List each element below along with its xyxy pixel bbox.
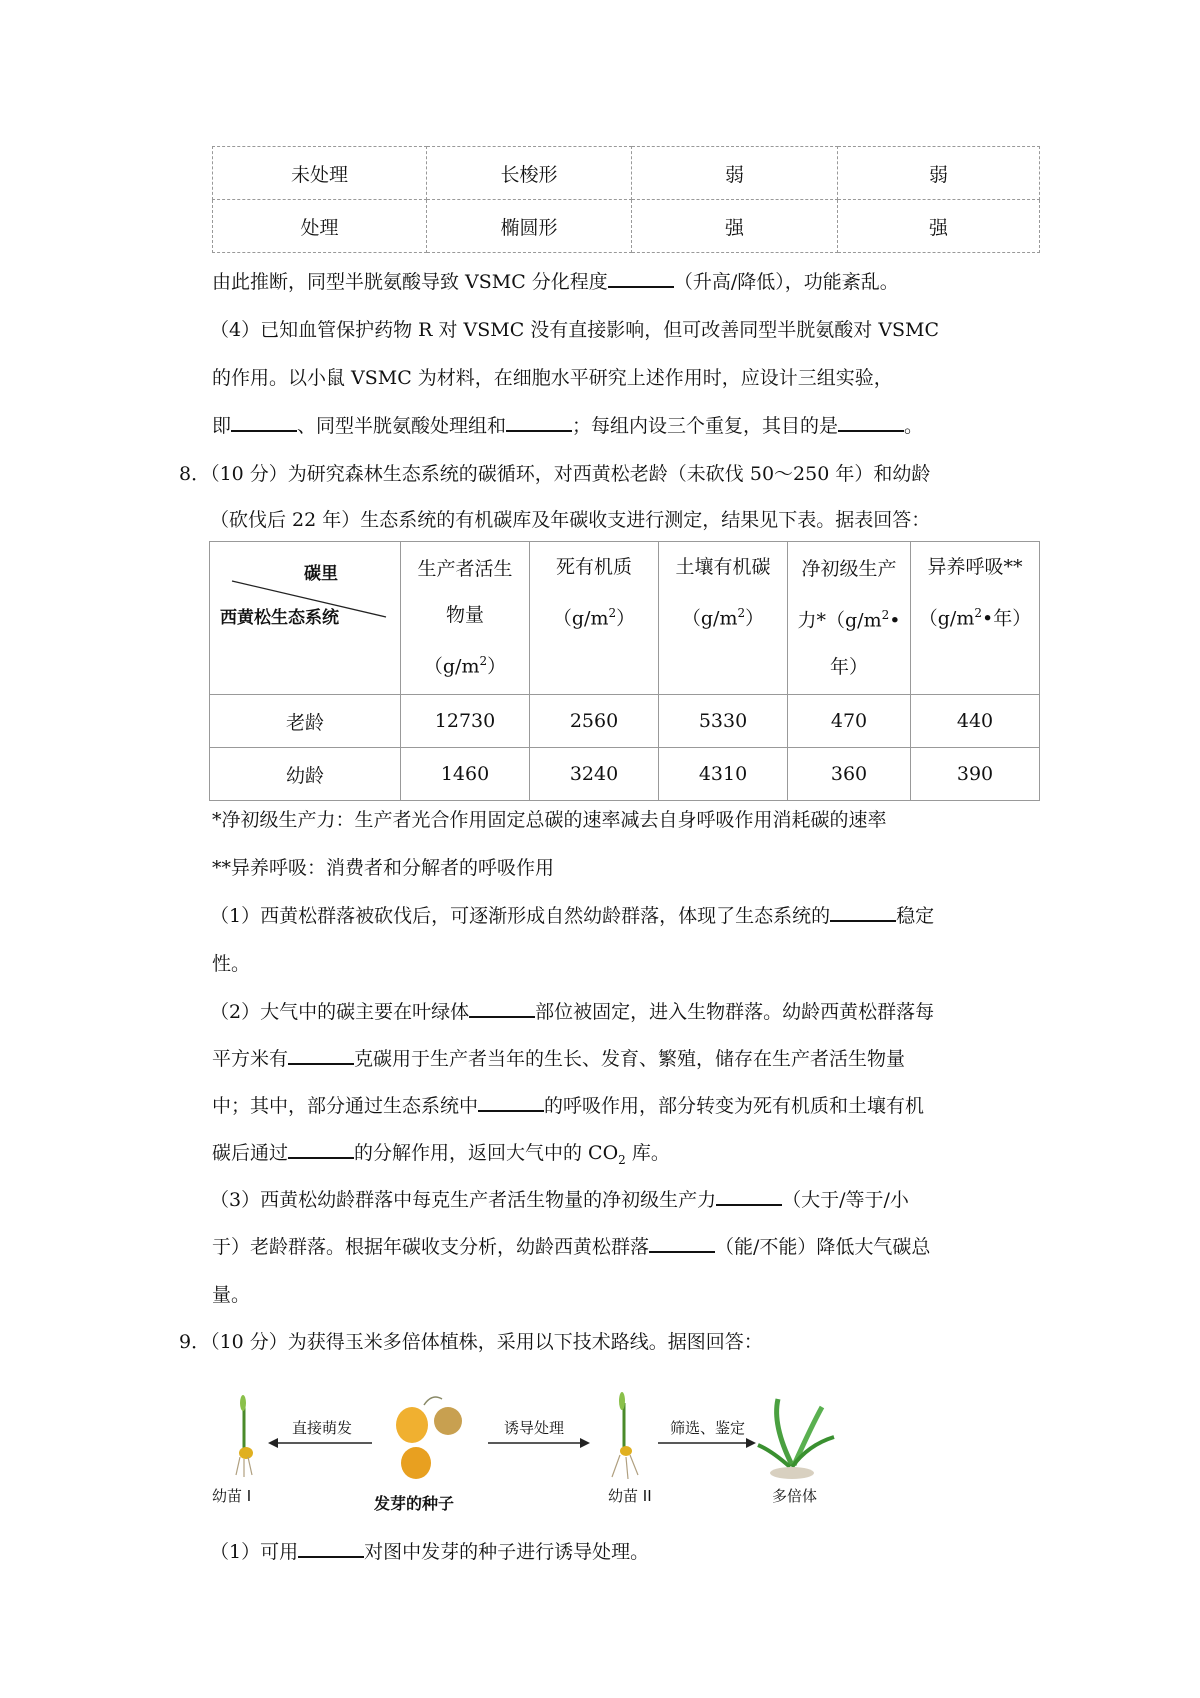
superscript: 2 (881, 608, 890, 623)
header-text: 物量 (445, 604, 484, 627)
text: ；每组内设三个重复，其目的是 (572, 415, 839, 437)
column-header (530, 542, 659, 695)
column-dimension-label: 碳里 (304, 564, 338, 584)
arrow-direct-germination (268, 1438, 372, 1448)
text: （2）大气中的碳主要在叶绿体 (210, 1001, 470, 1023)
question-8-2-line-4 (212, 1141, 1042, 1172)
answer-blank[interactable] (298, 1540, 364, 1558)
question-4-line-1 (210, 318, 1045, 342)
table-cell: 老龄 (210, 695, 401, 748)
table-cell: 390 (911, 748, 1040, 801)
inference-line (212, 270, 1042, 294)
question-8-1-cont (212, 952, 1042, 976)
text: 、同型半胱氨酸处理组和 (297, 415, 507, 437)
question-8-2-line-2 (212, 1047, 1042, 1071)
column-header (911, 542, 1040, 695)
table-row (210, 695, 1040, 748)
text: （大于/等于/小 (782, 1189, 909, 1211)
text: 平方米有 (212, 1048, 289, 1070)
text: （1）可用 (210, 1541, 299, 1563)
superscript: 2 (608, 606, 617, 620)
answer-blank[interactable] (288, 1047, 354, 1065)
header-text: ） (487, 655, 507, 678)
table-row (213, 200, 1040, 253)
header-text: • (889, 609, 901, 632)
text: 的作用。以小鼠 VSMC 为材料，在细胞水平研究上述作用时，应设计三组实验， (212, 367, 893, 389)
header-text: ） (745, 607, 765, 630)
answer-blank[interactable] (478, 1094, 544, 1112)
table-cell: 360 (788, 748, 911, 801)
header-text: 年） (829, 655, 868, 678)
table-cell: 强 (838, 200, 1040, 253)
question-4-line-3 (212, 414, 1042, 438)
polyploid-label: 多倍体 (772, 1487, 818, 1505)
question-number: 9． (179, 1331, 211, 1353)
table-cell: 椭圆形 (427, 200, 632, 253)
text: （1）西黄松群落被砍伐后，可逐渐形成自然幼龄群落，体现了生态系统的 (210, 905, 831, 927)
answer-blank[interactable] (231, 414, 297, 432)
question-8-stem-line-2 (210, 508, 1045, 532)
table-cell: 未处理 (213, 147, 427, 200)
text: 即 (212, 415, 232, 437)
table-cell: 幼龄 (210, 748, 401, 801)
text: 性。 (212, 953, 251, 975)
arrow-2-label: 诱导处理 (504, 1419, 565, 1437)
text: 碳后通过 (212, 1142, 289, 1164)
header-text: （g/m (681, 607, 738, 630)
text: 克碳用于生产者当年的生长、发育、繁殖，储存在生产者活生物量 (354, 1048, 906, 1070)
column-header (788, 542, 911, 695)
answer-blank[interactable] (288, 1141, 354, 1159)
text: **异养呼吸：消费者和分解者的呼吸作用 (212, 857, 555, 879)
question-8-2 (210, 1000, 1045, 1024)
table-cell: 强 (632, 200, 838, 253)
header-text: 净初级生产 (801, 558, 897, 581)
column-header (659, 542, 788, 695)
text: （10 分）为研究森林生态系统的碳循环，对西黄松老龄（未砍伐 50～250 年）和幼龄 (210, 463, 931, 485)
header-text: 生产者活生 (417, 558, 513, 581)
question-8-1 (210, 904, 1045, 928)
carbon-budget-table (209, 541, 1040, 801)
table-cell: 440 (911, 695, 1040, 748)
process-illustration (212, 1385, 932, 1515)
seeds-label: 发芽的种子 (374, 1494, 455, 1513)
text: （3）西黄松幼龄群落中每克生产者活生物量的净初级生产力 (210, 1189, 717, 1211)
answer-blank[interactable] (838, 414, 904, 432)
table-cell: 4310 (659, 748, 788, 801)
seeds-illustration (396, 1397, 462, 1479)
header-text: 死有机质 (555, 556, 632, 578)
text: 部位被固定，进入生物群落。幼龄西黄松群落每 (535, 1001, 935, 1023)
arrow-3-label: 筛选、鉴定 (670, 1419, 746, 1437)
question-9-1 (210, 1540, 1045, 1564)
answer-blank[interactable] (716, 1188, 782, 1206)
answer-blank[interactable] (649, 1235, 715, 1253)
text: （能/不能）降低大气碳总 (715, 1236, 931, 1258)
table-cell: 12730 (401, 695, 530, 748)
text: （10 分）为获得玉米多倍体植株，采用以下技术路线。据图回答： (210, 1331, 763, 1353)
seedling-1-illustration (236, 1395, 253, 1477)
question-4-line-2 (212, 366, 1042, 390)
table-cell: 3240 (530, 748, 659, 801)
text: 库。 (625, 1142, 670, 1164)
column-header (401, 542, 530, 695)
seedling-2-label: 幼苗 II (608, 1487, 652, 1505)
text: 稳定 (896, 905, 935, 927)
question-8-3-line-3 (212, 1283, 1042, 1307)
header-text: 异养呼吸** (927, 556, 1023, 578)
polyploid-plant-illustration (758, 1399, 834, 1479)
question-8-stem (179, 462, 1049, 486)
superscript: 2 (737, 606, 746, 620)
text: （4）已知血管保护药物 R 对 VSMC 没有直接影响，但可改善同型半胱氨酸对 VSMC (210, 319, 940, 341)
header-text: ） (616, 607, 636, 630)
answer-blank[interactable] (469, 1000, 535, 1018)
subscript: 2 (618, 1152, 626, 1167)
arrow-1-label: 直接萌发 (292, 1419, 353, 1437)
question-number: 8． (179, 463, 211, 485)
text: （升高/降低），功能紊乱。 (673, 271, 899, 293)
superscript: 2 (479, 654, 488, 669)
text: 于）老龄群落。根据年碳收支分析，幼龄西黄松群落 (212, 1236, 650, 1258)
header-text: （g/m (423, 655, 480, 678)
table-cell: 2560 (530, 695, 659, 748)
table-cell: 处理 (213, 200, 427, 253)
text: 中；其中，部分通过生态系统中 (212, 1095, 479, 1117)
question-8-2-line-3 (212, 1094, 1042, 1118)
table-cell: 弱 (632, 147, 838, 200)
polyploid-process-diagram (212, 1385, 932, 1515)
footnote-respiration (212, 856, 1042, 880)
table-cell: 弱 (838, 147, 1040, 200)
answer-blank[interactable] (506, 414, 572, 432)
text: 由此推断，同型半胱氨酸导致 VSMC 分化程度 (212, 271, 608, 293)
table-header-row (210, 542, 1040, 695)
text: （砍伐后 22 年）生态系统的有机碳库及年碳收支进行测定，结果见下表。据表回答： (210, 509, 931, 531)
header-text: （g/m (552, 607, 609, 630)
table-cell: 1460 (401, 748, 530, 801)
diagonal-header-cell (210, 542, 401, 695)
header-text: •年） (982, 607, 1032, 630)
seedling-2-illustration (612, 1392, 638, 1479)
text: 。 (904, 415, 924, 437)
question-8-3 (210, 1188, 1045, 1212)
header-text: 力*（g/m (797, 609, 882, 632)
arrow-induction (488, 1438, 590, 1448)
text: 的呼吸作用，部分转变为死有机质和土壤有机 (544, 1095, 925, 1117)
table-cell: 5330 (659, 695, 788, 748)
header-text: 土壤有机碳 (675, 556, 771, 578)
table-row (213, 147, 1040, 200)
text: 的分解作用，返回大气中的 CO (354, 1142, 619, 1164)
table-row (210, 748, 1040, 801)
answer-blank[interactable] (830, 904, 896, 922)
answer-blank[interactable] (608, 270, 674, 288)
table-cell: 长梭形 (427, 147, 632, 200)
superscript: 2 (974, 606, 982, 620)
row-dimension-label: 西黄松生态系统 (220, 608, 339, 628)
footnote-npp (212, 808, 1042, 832)
text: 对图中发芽的种子进行诱导处理。 (364, 1541, 650, 1563)
header-text: （g/m (918, 607, 975, 630)
cell-morphology-table (212, 146, 1040, 253)
question-8-3-line-2 (212, 1235, 1042, 1259)
text: 量。 (212, 1284, 251, 1306)
question-9-stem (179, 1330, 763, 1354)
seedling-1-label: 幼苗 I (212, 1487, 252, 1505)
table-cell: 470 (788, 695, 911, 748)
arrow-screening (658, 1438, 756, 1448)
text: *净初级生产力：生产者光合作用固定总碳的速率减去自身呼吸作用消耗碳的速率 (212, 809, 887, 831)
